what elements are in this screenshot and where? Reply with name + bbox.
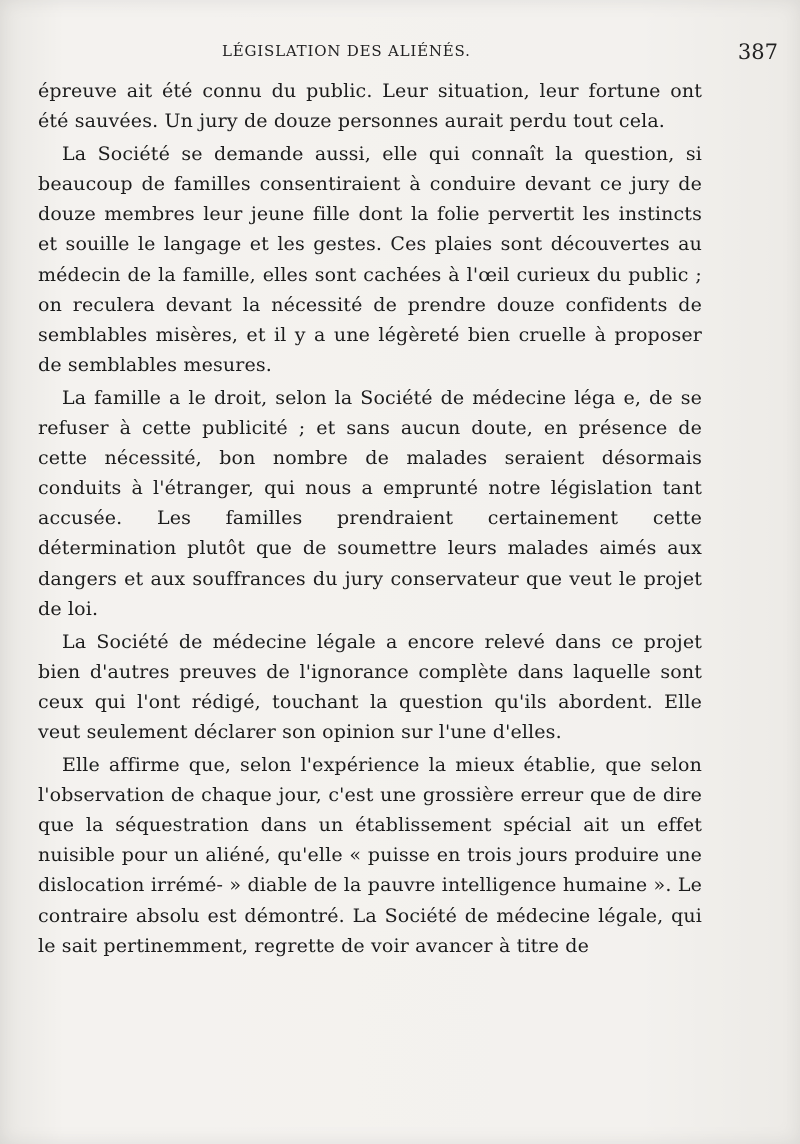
running-title: LÉGISLATION DES ALIÉNÉS. [222,42,471,60]
body-text [38,76,702,961]
paragraph: Elle affirme que, selon l'expérience la mieux établie, que selon l'observation de chaque jour, c'est une grossière erreur que de dire que la séquestration dans un établissement spécial ait un effet nuisible pour un aliéné, qu'elle « puisse en trois jours produire une dislocation irrémé- » diable de la pauvre intelligence humaine ». Le contraire absolu est démontré. La Société de médecine légale, qui le sait pertinemment, regrette de voir avancer à titre de [38,754,702,957]
paragraph: La Société de médecine légale a encore relevé dans ce projet bien d'autres preuves de l'ignorance complète dans laquelle sont ceux qui l'ont rédigé, touchant la question qu'ils abordent. Elle veut seulement déclarer son opinion sur l'une d'elles. [38,630,702,743]
paragraph: La Société se demande aussi, elle qui connaît la question, si beaucoup de familles consentiraient à conduire devant ce jury de douze membres leur jeune fille dont la folie pervertit les instincts et souille le langage et les gestes. Ces plaies sont découvertes au médecin de la famille, elles sont cachées à l'œil curieux du public ; on reculera devant la nécessité de prendre douze confidents de semblables misères, et il y a une légèreté bien cruelle à proposer de semblables mesures. [38,143,702,376]
page-number: 387 [737,40,778,64]
paragraph: épreuve ait été connu du public. Leur situation, leur fortune ont été sauvées. Un jury de douze personnes aurait perdu tout cela. [38,80,702,133]
page-header [38,38,778,72]
paragraph: La famille a le droit, selon la Société de médecine léga e, de se refuser à cette publicité ; et sans aucun doute, en présence de cette nécessité, bon nombre de malades seraient désormais conduits à l'étranger, qui nous a emprunté notre législation tant accusée. Les familles prendraient certainement cette détermination plutôt que de soumettre leurs malades aimés aux dangers et aux souffrances du jury conservateur que veut le projet de loi. [38,386,702,620]
